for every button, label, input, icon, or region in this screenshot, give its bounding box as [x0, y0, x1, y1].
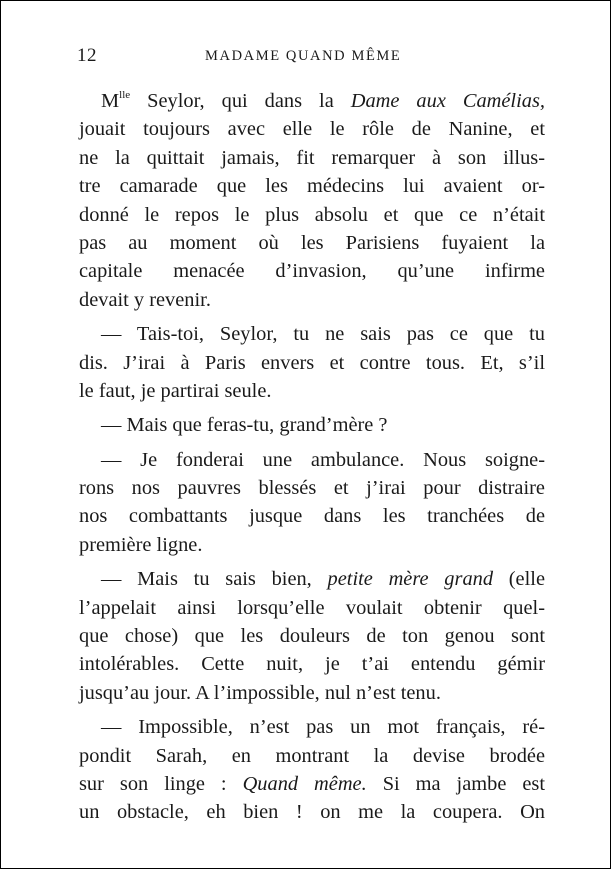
text-segment: jusqu’au jour. A l’impossible, nul n’est tenu. — [79, 681, 441, 704]
text-line — [79, 594, 545, 622]
text-line — [79, 798, 545, 826]
paragraph — [79, 87, 545, 314]
text-segment: le faut, je partirai seule. — [79, 379, 272, 402]
text-segment: première ligne. — [79, 533, 203, 556]
text-line — [79, 565, 545, 593]
text-segment: Seylor, qui dans la — [130, 90, 351, 112]
text-line — [79, 650, 545, 678]
italic-text: Quand même. — [242, 772, 367, 795]
text-line — [79, 201, 545, 229]
body-text — [79, 87, 545, 827]
italic-text: Dame aux Camélias, — [350, 90, 545, 112]
paragraph — [79, 446, 545, 560]
running-title: MADAME QUAND MÊME — [205, 48, 402, 64]
paragraph — [79, 411, 545, 439]
text-line — [79, 411, 545, 439]
text-segment: pondit Sarah, en montrant la devise brodée — [79, 744, 545, 767]
paragraph — [79, 565, 545, 707]
text-segment: l’appelait ainsi lorsqu’elle voulait obtenir quel- — [79, 596, 545, 619]
text-line — [79, 622, 545, 650]
text-segment: intolérables. Cette nuit, je t’ai entendu gémir — [79, 653, 545, 676]
text-line — [79, 349, 545, 377]
text-line — [79, 320, 545, 348]
text-segment: — Mais tu sais bien, — [101, 568, 328, 591]
text-segment: sur son linge : — [79, 772, 243, 795]
text-line — [79, 531, 545, 559]
text-segment: M — [101, 90, 120, 112]
text-line — [79, 87, 545, 115]
text-line — [79, 115, 545, 143]
text-segment: ne la quittait jamais, fit remarquer à son illus- — [79, 146, 545, 169]
text-line — [79, 229, 545, 257]
text-line — [79, 172, 545, 200]
text-line — [79, 742, 545, 770]
page-header — [77, 45, 544, 67]
text-segment: nos combattants jusque dans les tranchées de — [79, 505, 545, 528]
text-line — [79, 446, 545, 474]
page-number: 12 — [77, 45, 97, 66]
text-segment: dis. J’irai à Paris envers et contre tous. Et, s’il — [79, 351, 545, 374]
text-segment: — Mais que feras-tu, grand’mère ? — [101, 414, 388, 437]
text-segment: — Je fonderai une ambulance. Nous soigne- — [101, 448, 545, 471]
text-segment: jouait toujours avec elle le rôle de Nanine, et — [79, 118, 545, 141]
text-segment: devait y revenir. — [79, 288, 211, 311]
text-segment: tre camarade que les médecins lui avaient or- — [79, 175, 545, 198]
text-line — [79, 713, 545, 741]
text-segment: — Tais-toi, Seylor, tu ne sais pas ce que tu — [101, 323, 545, 346]
text-line — [79, 144, 545, 172]
text-segment: donné le repos le plus absolu et que ce n’était — [79, 203, 545, 226]
text-line — [79, 474, 545, 502]
italic-text: petite mère grand — [327, 568, 494, 591]
text-line — [79, 679, 545, 707]
paragraph — [79, 320, 545, 405]
text-segment: un obstacle, eh bien ! on me la coupera. On — [79, 801, 545, 824]
text-line — [79, 257, 545, 285]
text-segment: capitale menacée d’invasion, qu’une infirme — [79, 260, 545, 283]
text-line — [79, 377, 545, 405]
text-line — [79, 286, 545, 314]
text-segment: (elle — [493, 568, 545, 591]
paragraph — [79, 713, 545, 827]
text-line — [79, 502, 545, 530]
superscript-text: lle — [119, 89, 131, 101]
text-segment: — Impossible, n’est pas un mot français, ré- — [101, 716, 545, 739]
text-segment: Si ma jambe est — [366, 772, 545, 795]
text-segment: rons nos pauvres blessés et j’irai pour distraire — [79, 477, 545, 500]
text-segment: pas au moment où les Parisiens fuyaient la — [79, 231, 545, 254]
text-line — [79, 770, 545, 798]
text-segment: que chose) que les douleurs de ton genou sont — [79, 625, 545, 648]
